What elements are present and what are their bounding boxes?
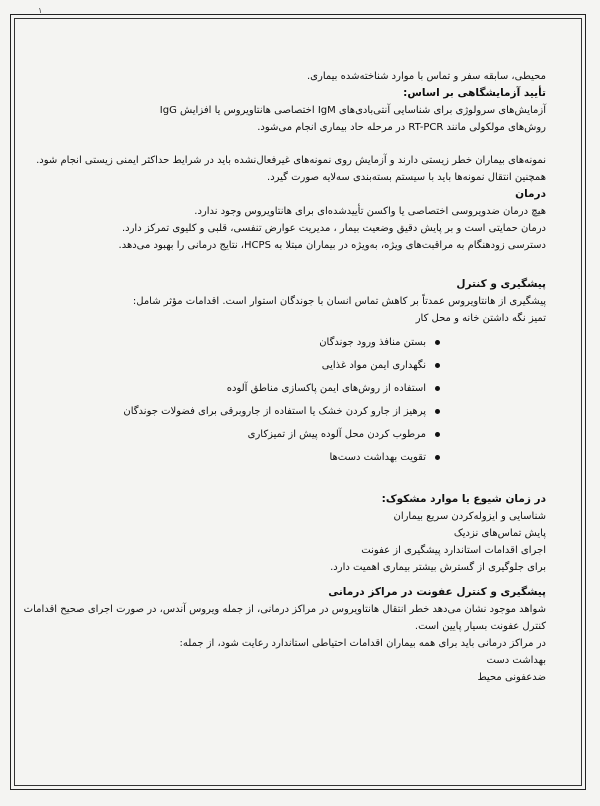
list-item: تقویت بهداشت دست‌ها [40,446,546,469]
infection-control-line-4: بهداشت دست [486,655,546,666]
outbreak-line: برای جلوگیری از گسترش بیشتر بیماری اهمیت دارد. [330,562,546,573]
treatment-line-3: دسترسی زودهنگام به مراقبت‌های ویژه، به‌ویژه در بیماران مبتلا به HCPS، نتایج درمانی را بهبود می‌دهد. [118,240,546,251]
lab-line-1: آزمایش‌های سرولوژی برای شناسایی آنتی‌بادی‌های IgM اختصاصی هانتاویروس یا افزایش IgG [159,105,546,116]
list-item: استفاده از روش‌های ایمن پاکسازی مناطق آلوده [40,377,546,400]
list-item: بستن منافذ ورود جوندگان [40,331,546,354]
outbreak-line: شناسایی و ایزوله‌کردن سریع بیماران [393,511,546,522]
lab-line-2: روش‌های مولکولی مانند RT-PCR در مرحله حاد بیماری انجام می‌شود. [257,122,546,133]
list-item: پرهیز از جارو کردن خشک یا استفاده از جاروبرقی برای فضولات جوندگان [40,400,546,423]
document-body [23,68,546,768]
list-item: نگهداری ایمن مواد غذایی [40,354,546,377]
lab-confirmation-heading: تأیید آزمایشگاهی بر اساس: [403,87,546,99]
outbreak-heading: در زمان شیوع یا موارد مشکوک: [381,493,546,505]
infection-control-line-3: در مراکز درمانی باید برای همه بیماران اقدامات احتیاطی استاندارد رعایت شود، از جمله: [179,638,546,649]
prevention-bullet-list [40,331,546,469]
outbreak-line: اجرای اقدامات استاندارد پیشگیری از عفونت [361,545,546,556]
samples-line-1: نمونه‌های بیماران خطر زیستی دارند و آزمایش روی نمونه‌های غیرفعال‌نشده باید در شرایط حداکثر ایمنی زیستی انجام شود. [36,155,546,166]
prevention-line-2: تمیز نگه داشتن خانه و محل کار [415,313,546,324]
infection-control-heading: پیشگیری و کنترل عفونت در مراکز درمانی [328,586,546,598]
infection-control-line-1: شواهد موجود نشان می‌دهد خطر انتقال هانتاویروس در مراکز درمانی، از جمله ویروس آندس، در صورت اجرای صحیح اقدامات [23,604,546,615]
corner-mark: ۱ [38,6,43,15]
treatment-heading: درمان [515,188,546,200]
prevention-heading: پیشگیری و کنترل [456,278,546,290]
treatment-line-1: هیچ درمان ضدویروسی اختصاصی یا واکسن تأییدشده‌ای برای هانتاویروس وجود ندارد. [194,206,546,217]
intro-line: محیطی، سابقه سفر و تماس با موارد شناخته‌شده بیماری. [306,71,546,82]
infection-control-line-2: کنترل عفونت بسیار پایین است. [414,621,546,632]
outbreak-line: پایش تماس‌های نزدیک [453,528,546,539]
infection-control-line-5: ضدعفونی محیط [477,672,546,683]
treatment-line-2: درمان حمایتی است و بر پایش دقیق وضعیت بیمار ، مدیریت عوارض تنفسی، قلبی و کلیوی تمرکز دارد. [121,223,546,234]
prevention-line-1: پیشگیری از هانتاویروس عمدتاً بر کاهش تماس انسان با جوندگان استوار است. اقدامات مؤثر شامل: [132,296,546,307]
samples-line-2: همچنین انتقال نمونه‌ها باید با سیستم بسته‌بندی سه‌لایه صورت گیرد. [267,172,546,183]
list-item: مرطوب کردن محل آلوده پیش از تمیزکاری [40,423,546,446]
